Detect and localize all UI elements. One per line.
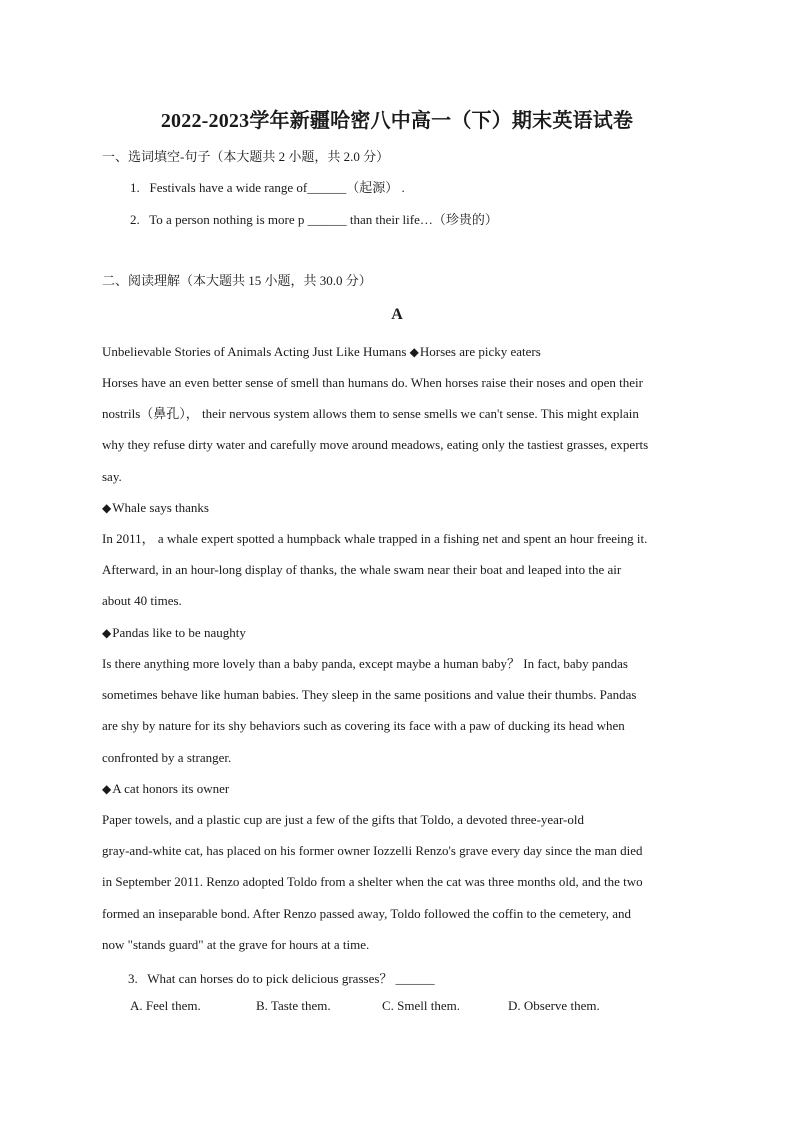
section1-heading: 一、选词填空-句子（本大题共 2 小题，共 2.0 分） (102, 149, 390, 164)
passage-intro (102, 344, 541, 360)
passage-letter: A (391, 306, 403, 323)
paragraph-line: nostrils（鼻孔）， their nervous system allows them to sense smells we can't sense. This might explain (102, 406, 639, 422)
option-a[interactable]: A. Feel them. (130, 998, 201, 1013)
option-d[interactable]: D. Observe them. (508, 998, 600, 1013)
paragraph-cat (102, 804, 702, 960)
paragraph-line: about 40 times. (102, 593, 182, 609)
option-c[interactable]: C. Smell them. (382, 998, 460, 1013)
passage-intro-text: Unbelievable Stories of Animals Acting Just Like Humans (102, 344, 407, 359)
diamond-bullet-icon: ◆ (102, 626, 112, 640)
paragraph-line: sometimes behave like human babies. They sleep in the same positions and value their thumbs. Pandas (102, 687, 637, 703)
diamond-bullet-icon: ◆ (102, 782, 112, 796)
paragraph-line: now "stands guard" at the grave for hours at a time. (102, 936, 370, 952)
paragraph-line: confronted by a stranger. (102, 749, 232, 765)
paragraph-line: in September 2011. Renzo adopted Toldo from a shelter when the cat was three months old, and the two (102, 874, 643, 890)
paragraph-line: Horses have an even better sense of smell than humans do. When horses raise their noses and open their (102, 375, 643, 390)
item-heading: A cat honors its owner (112, 781, 230, 796)
item-heading-whale (102, 500, 209, 516)
question-number: 1. (130, 180, 140, 195)
diamond-bullet-icon: ◆ (409, 345, 419, 359)
question-text: To a person nothing is more p ______ than their life…（珍贵的） (149, 212, 498, 227)
item-heading-cat (102, 781, 229, 797)
item-heading: Whale says thanks (112, 500, 209, 515)
question-2 (130, 209, 498, 228)
section2-heading: 二、阅读理解（本大题共 15 小题，共 30.0 分） (102, 273, 372, 288)
paragraph-line: Paper towels, and a plastic cup are just a few of the gifts that Toldo, a devoted three-year-old (102, 812, 584, 827)
paragraph-line: formed an inseparable bond. After Renzo passed away, Toldo followed the coffin to the cemetery, and (102, 905, 632, 921)
item-heading: Pandas like to be naughty (112, 625, 246, 640)
paragraph-line: say. (102, 468, 122, 484)
paragraph-line: In 2011， a whale expert spotted a humpback whale trapped in a fishing net and spent an hour freeing it. (102, 531, 648, 546)
paragraph-line: are shy by nature for its shy behaviors such as covering its face with a paw of ducking its head when (102, 718, 625, 734)
exam-title: 2022-2023学年新疆哈密八中高一（下）期末英语试卷 (160, 110, 634, 132)
item-heading-pandas (102, 625, 246, 641)
question-text: Festivals have a wide range of______（起源） . (149, 180, 405, 195)
question-1 (130, 177, 405, 196)
question-number: 2. (130, 212, 140, 227)
paragraph-pandas (102, 648, 702, 773)
question-3 (128, 968, 435, 987)
paragraph-line: gray-and-white cat, has placed on his former owner Iozzelli Renzo's grave every day since the man died (102, 843, 643, 859)
paragraph-line: why they refuse dirty water and carefully move around meadows, eating only the tastiest grasses, experts (102, 437, 649, 453)
diamond-bullet-icon: ◆ (102, 501, 112, 515)
option-b[interactable]: B. Taste them. (256, 998, 331, 1013)
paragraph-whale (102, 523, 702, 617)
item-heading: Horses are picky eaters (419, 344, 541, 359)
paragraph-line: Is there anything more lovely than a baby panda, except maybe a human baby？ In fact, baby pandas (102, 656, 628, 671)
question-text: What can horses do to pick delicious grasses？ ______ (147, 971, 435, 986)
paragraph-horses (102, 367, 702, 492)
question-number: 3. (128, 971, 138, 986)
paragraph-line: Afterward, in an hour-long display of thanks, the whale swam near their boat and leaped into the air (102, 562, 622, 578)
